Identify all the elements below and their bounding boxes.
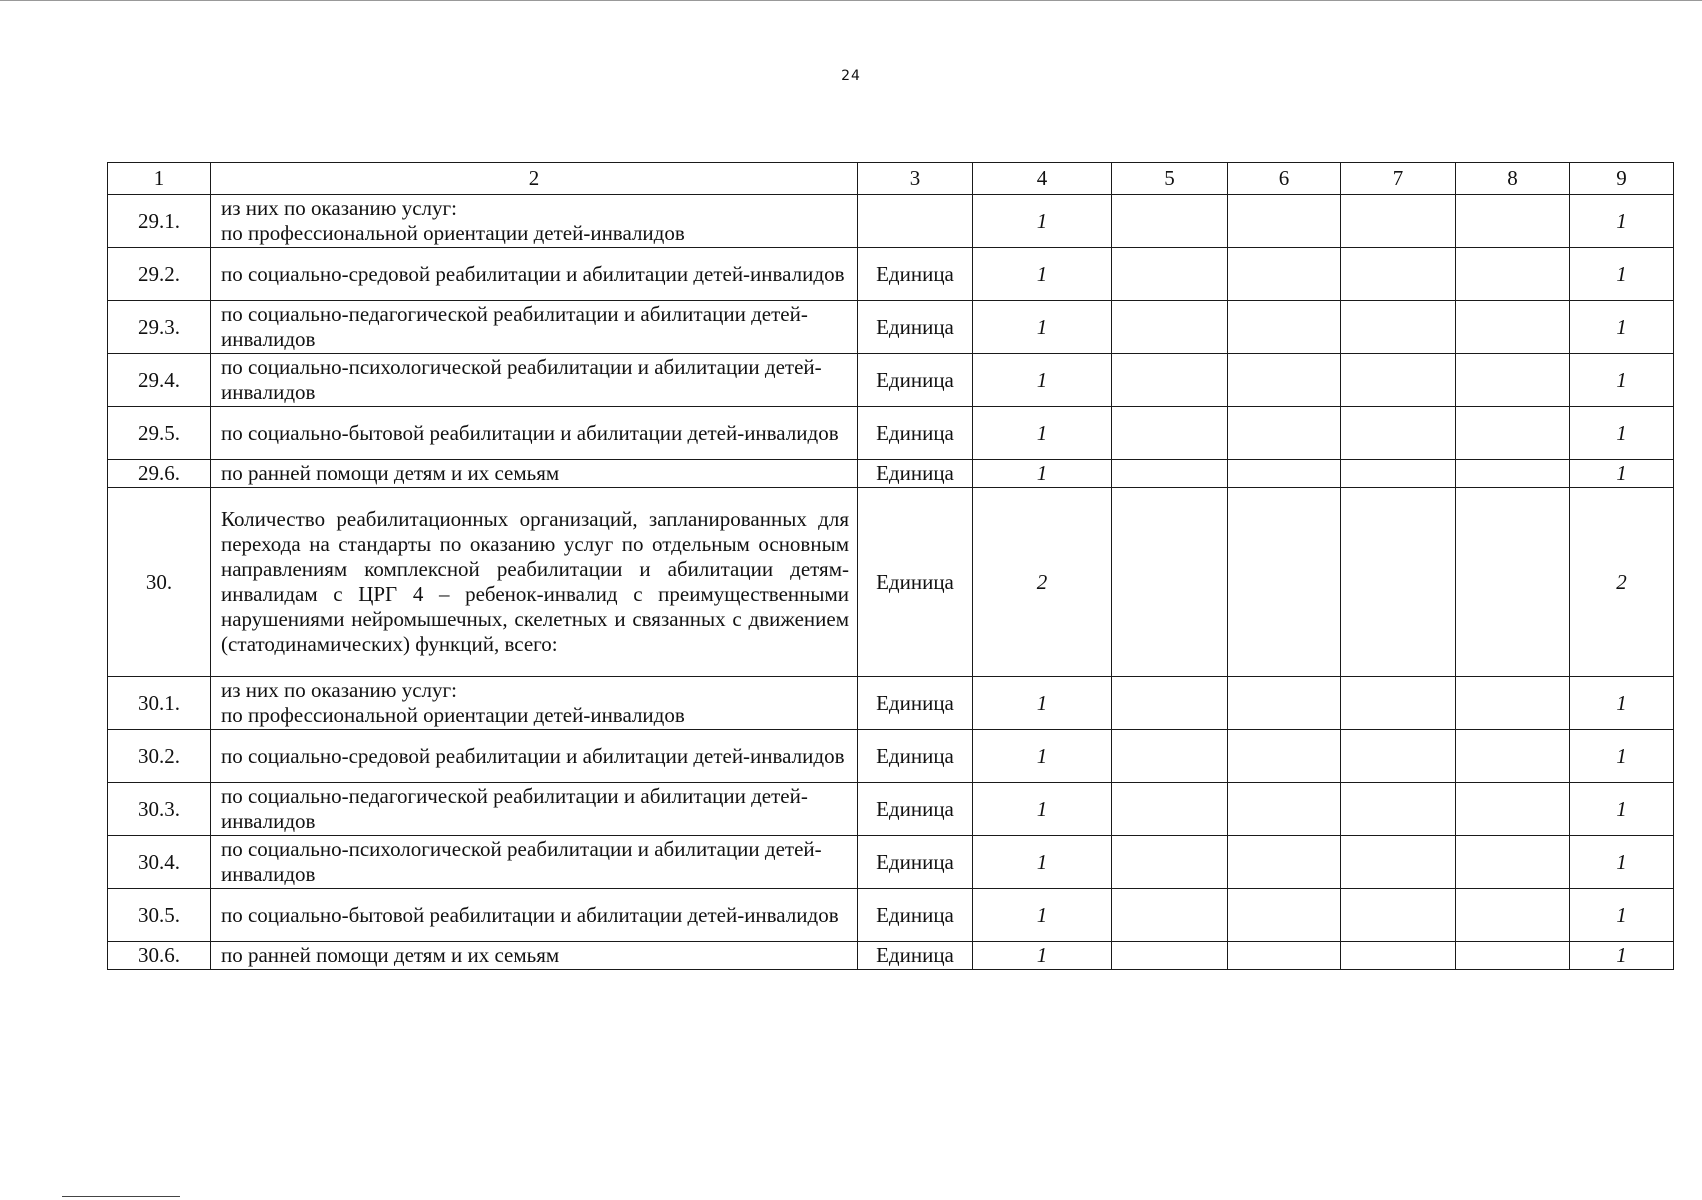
value-col5 bbox=[1112, 354, 1228, 407]
table-row bbox=[108, 730, 1674, 783]
value-col4: 2 bbox=[973, 488, 1112, 677]
indicator-name: по социально-средовой реабилитации и абилитации детей-инвалидов bbox=[211, 730, 858, 783]
value-col9: 1 bbox=[1570, 354, 1674, 407]
value-col4: 1 bbox=[973, 942, 1112, 970]
row-number: 30.5. bbox=[108, 889, 211, 942]
value-col4: 1 bbox=[973, 195, 1112, 248]
unit-cell: Единица bbox=[858, 942, 973, 970]
unit-cell: Единица bbox=[858, 488, 973, 677]
value-col6 bbox=[1228, 195, 1341, 248]
column-header: 8 bbox=[1456, 163, 1570, 195]
table-row bbox=[108, 783, 1674, 836]
indicator-name-line: по профессиональной ориентации детей-инвалидов bbox=[221, 221, 685, 245]
column-header: 4 bbox=[973, 163, 1112, 195]
indicator-name-line: из них по оказанию услуг: bbox=[221, 196, 457, 220]
row-number: 30. bbox=[108, 488, 211, 677]
value-col9: 2 bbox=[1570, 488, 1674, 677]
unit-cell: Единица bbox=[858, 783, 973, 836]
value-col4: 1 bbox=[973, 301, 1112, 354]
unit-cell: Единица bbox=[858, 677, 973, 730]
table-header-row bbox=[108, 163, 1674, 195]
value-col7 bbox=[1341, 354, 1456, 407]
row-number: 30.6. bbox=[108, 942, 211, 970]
table-row bbox=[108, 195, 1674, 248]
column-header: 6 bbox=[1228, 163, 1341, 195]
table-row bbox=[108, 354, 1674, 407]
unit-cell: Единица bbox=[858, 836, 973, 889]
table-row bbox=[108, 248, 1674, 301]
value-col9: 1 bbox=[1570, 248, 1674, 301]
table-row bbox=[108, 889, 1674, 942]
value-col4: 1 bbox=[973, 889, 1112, 942]
value-col6 bbox=[1228, 889, 1341, 942]
indicator-name: по ранней помощи детям и их семьям bbox=[211, 942, 858, 970]
value-col6 bbox=[1228, 301, 1341, 354]
value-col9: 1 bbox=[1570, 942, 1674, 970]
indicator-name-line: из них по оказанию услуг: bbox=[221, 678, 457, 702]
unit-cell: Единица bbox=[858, 248, 973, 301]
value-col4: 1 bbox=[973, 248, 1112, 301]
value-col5 bbox=[1112, 677, 1228, 730]
value-col6 bbox=[1228, 677, 1341, 730]
unit-cell: Единица bbox=[858, 730, 973, 783]
value-col4: 1 bbox=[973, 730, 1112, 783]
value-col8 bbox=[1456, 889, 1570, 942]
scan-bottom-mark bbox=[62, 1196, 180, 1197]
value-col9: 1 bbox=[1570, 783, 1674, 836]
row-number: 30.2. bbox=[108, 730, 211, 783]
indicator-name: по социально-бытовой реабилитации и абилитации детей-инвалидов bbox=[211, 889, 858, 942]
value-col7 bbox=[1341, 460, 1456, 488]
value-col4: 1 bbox=[973, 783, 1112, 836]
value-col7 bbox=[1341, 889, 1456, 942]
scan-top-edge bbox=[0, 0, 1702, 1]
value-col5 bbox=[1112, 488, 1228, 677]
value-col9: 1 bbox=[1570, 407, 1674, 460]
value-col5 bbox=[1112, 889, 1228, 942]
indicator-name: по социально-средовой реабилитации и абилитации детей-инвалидов bbox=[211, 248, 858, 301]
value-col8 bbox=[1456, 460, 1570, 488]
value-col9: 1 bbox=[1570, 836, 1674, 889]
unit-cell bbox=[858, 195, 973, 248]
value-col6 bbox=[1228, 783, 1341, 836]
value-col9: 1 bbox=[1570, 195, 1674, 248]
indicator-name: по социально-психологической реабилитации и абилитации детей-инвалидов bbox=[211, 836, 858, 889]
row-number: 29.4. bbox=[108, 354, 211, 407]
unit-cell: Единица bbox=[858, 354, 973, 407]
value-col6 bbox=[1228, 488, 1341, 677]
value-col8 bbox=[1456, 248, 1570, 301]
table-row bbox=[108, 677, 1674, 730]
indicator-name bbox=[211, 677, 858, 730]
row-number: 29.3. bbox=[108, 301, 211, 354]
indicators-table bbox=[107, 162, 1674, 970]
indicator-name: по социально-педагогической реабилитации и абилитации детей-инвалидов bbox=[211, 301, 858, 354]
indicator-name: по социально-психологической реабилитации и абилитации детей-инвалидов bbox=[211, 354, 858, 407]
value-col8 bbox=[1456, 488, 1570, 677]
value-col4: 1 bbox=[973, 677, 1112, 730]
value-col9: 1 bbox=[1570, 730, 1674, 783]
value-col8 bbox=[1456, 730, 1570, 783]
value-col8 bbox=[1456, 195, 1570, 248]
value-col6 bbox=[1228, 942, 1341, 970]
column-header: 7 bbox=[1341, 163, 1456, 195]
table-row bbox=[108, 407, 1674, 460]
value-col5 bbox=[1112, 836, 1228, 889]
value-col5 bbox=[1112, 248, 1228, 301]
page-number: 24 bbox=[841, 68, 861, 84]
value-col5 bbox=[1112, 195, 1228, 248]
value-col8 bbox=[1456, 836, 1570, 889]
row-number: 29.6. bbox=[108, 460, 211, 488]
indicator-name: по социально-бытовой реабилитации и абилитации детей-инвалидов bbox=[211, 407, 858, 460]
value-col6 bbox=[1228, 836, 1341, 889]
value-col5 bbox=[1112, 730, 1228, 783]
row-number: 30.3. bbox=[108, 783, 211, 836]
row-number: 30.1. bbox=[108, 677, 211, 730]
value-col8 bbox=[1456, 407, 1570, 460]
value-col7 bbox=[1341, 195, 1456, 248]
value-col5 bbox=[1112, 407, 1228, 460]
value-col8 bbox=[1456, 354, 1570, 407]
table-row bbox=[108, 488, 1674, 677]
value-col4: 1 bbox=[973, 354, 1112, 407]
value-col7 bbox=[1341, 783, 1456, 836]
column-header: 5 bbox=[1112, 163, 1228, 195]
unit-cell: Единица bbox=[858, 301, 973, 354]
value-col8 bbox=[1456, 677, 1570, 730]
indicator-name: по социально-педагогической реабилитации и абилитации детей-инвалидов bbox=[211, 783, 858, 836]
value-col8 bbox=[1456, 942, 1570, 970]
unit-cell: Единица bbox=[858, 889, 973, 942]
row-number: 29.2. bbox=[108, 248, 211, 301]
unit-cell: Единица bbox=[858, 460, 973, 488]
value-col8 bbox=[1456, 783, 1570, 836]
value-col9: 1 bbox=[1570, 460, 1674, 488]
row-number: 29.1. bbox=[108, 195, 211, 248]
row-number: 30.4. bbox=[108, 836, 211, 889]
value-col6 bbox=[1228, 460, 1341, 488]
value-col7 bbox=[1341, 301, 1456, 354]
indicator-name: по ранней помощи детям и их семьям bbox=[211, 460, 858, 488]
value-col7 bbox=[1341, 677, 1456, 730]
column-header: 3 bbox=[858, 163, 973, 195]
value-col4: 1 bbox=[973, 407, 1112, 460]
value-col7 bbox=[1341, 836, 1456, 889]
value-col6 bbox=[1228, 407, 1341, 460]
value-col5 bbox=[1112, 460, 1228, 488]
value-col7 bbox=[1341, 407, 1456, 460]
unit-cell: Единица bbox=[858, 407, 973, 460]
value-col5 bbox=[1112, 301, 1228, 354]
column-header: 9 bbox=[1570, 163, 1674, 195]
value-col5 bbox=[1112, 783, 1228, 836]
table-row bbox=[108, 460, 1674, 488]
value-col7 bbox=[1341, 488, 1456, 677]
table-row bbox=[108, 836, 1674, 889]
value-col7 bbox=[1341, 942, 1456, 970]
value-col4: 1 bbox=[973, 460, 1112, 488]
value-col9: 1 bbox=[1570, 301, 1674, 354]
value-col9: 1 bbox=[1570, 889, 1674, 942]
row-number: 29.5. bbox=[108, 407, 211, 460]
value-col8 bbox=[1456, 301, 1570, 354]
value-col9: 1 bbox=[1570, 677, 1674, 730]
indicator-name bbox=[211, 195, 858, 248]
value-col7 bbox=[1341, 248, 1456, 301]
value-col5 bbox=[1112, 942, 1228, 970]
value-col7 bbox=[1341, 730, 1456, 783]
indicator-name: Количество реабилитационных организаций, запланированных для перехода на стандарты по оказанию услуг по отдельным основным направлениям комплексной реабилитации и абилитации детям-инвалидам с ЦРГ 4 – ребенок-инвалид с преимущественными нарушениями нейромышечных, скелетных и связанных с движением (статодинамических) функций, всего: bbox=[211, 488, 858, 677]
table-row bbox=[108, 942, 1674, 970]
value-col6 bbox=[1228, 354, 1341, 407]
column-header: 1 bbox=[108, 163, 211, 195]
column-header: 2 bbox=[211, 163, 858, 195]
value-col6 bbox=[1228, 730, 1341, 783]
indicator-name-line: по профессиональной ориентации детей-инвалидов bbox=[221, 703, 685, 727]
value-col4: 1 bbox=[973, 836, 1112, 889]
table-row bbox=[108, 301, 1674, 354]
value-col6 bbox=[1228, 248, 1341, 301]
